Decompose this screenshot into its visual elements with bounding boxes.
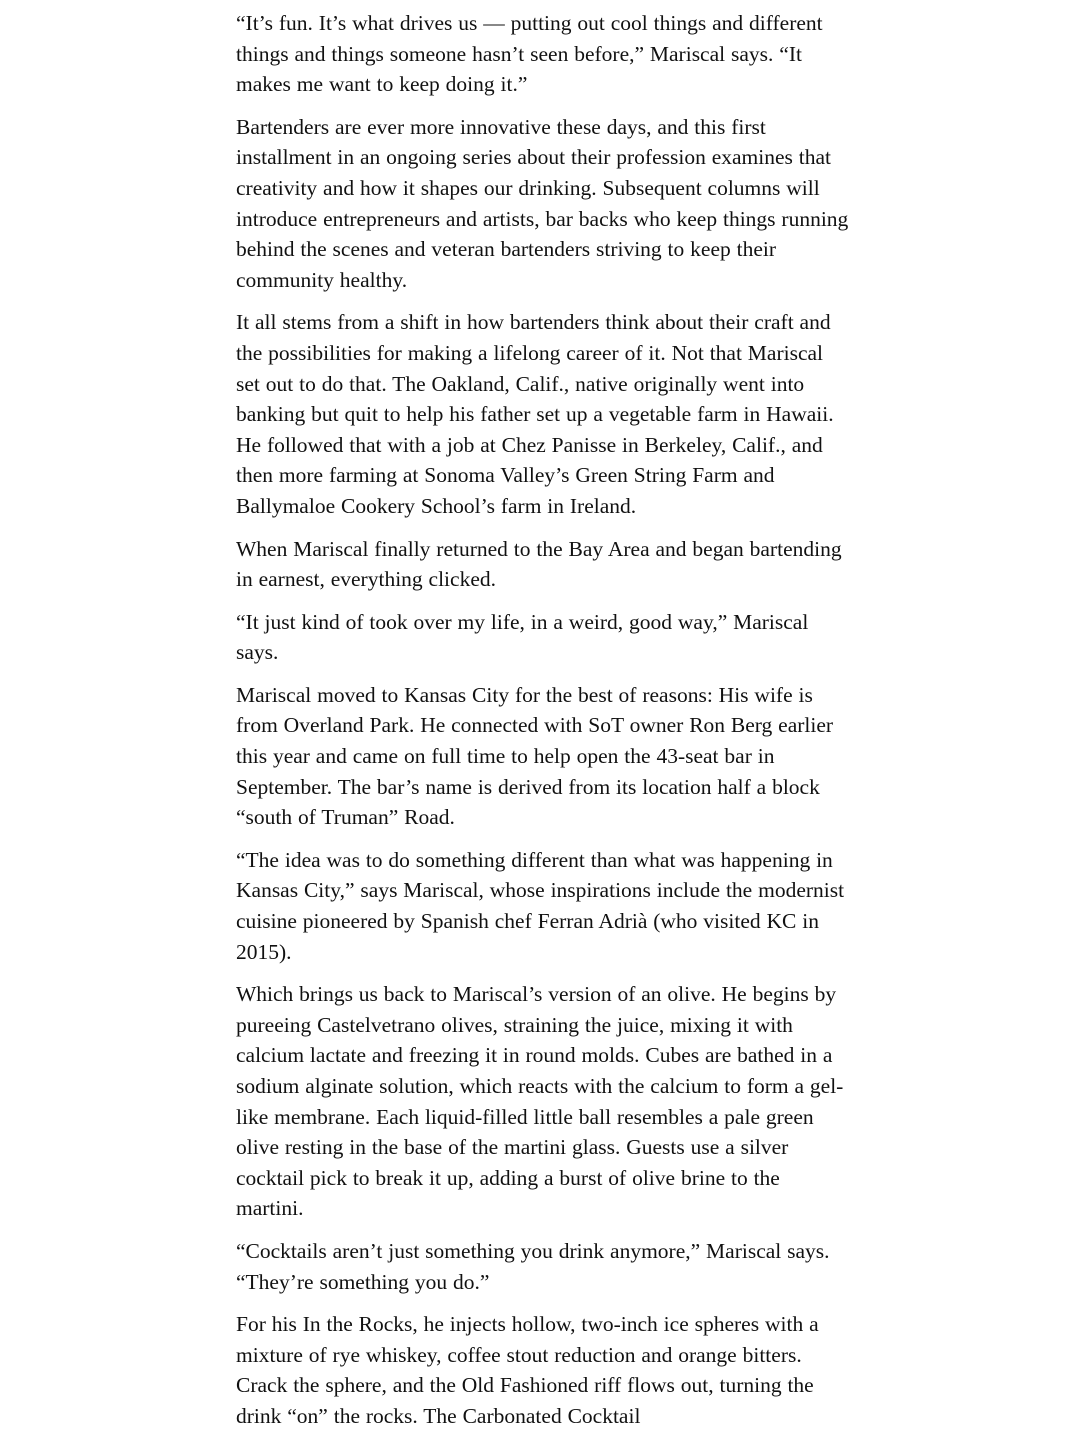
- paragraph: Mariscal moved to Kansas City for the best of reasons: His wife is from Overland Park. He connected with SoT owner Ron Berg earlier this year and came on full time to help open the 43-seat bar in September. The bar’s name is derived from its location half a block “south of Truman” Road.: [236, 682, 834, 830]
- paragraph: “Cocktails aren’t just something you drink anymore,” Mariscal says. “They’re something you do.”: [236, 1238, 830, 1294]
- paragraph: When Mariscal finally returned to the Bay Area and began bartending in earnest, everything clicked.: [236, 536, 842, 592]
- paragraph: “It’s fun. It’s what drives us — putting out cool things and different things and things someone hasn’t seen before,” Mariscal says. “It makes me want to keep doing it.”: [236, 11, 823, 97]
- paragraph: It all stems from a shift in how bartenders think about their craft and the possibilities for making a lifelong career of it. Not that Mariscal set out to do that. The Oakland, Calif., native originally went into banking but quit to help his father set up a vegetable farm in Hawaii. He followed that with a job at Chez Panisse in Berkeley, Calif., and then more farming at Sonoma Valley’s Green String Farm and Ballymaloe Cookery School’s farm in Ireland.: [236, 310, 834, 518]
- paragraph: “It just kind of took over my life, in a weird, good way,” Mariscal says.: [236, 609, 809, 665]
- article-body: [236, 8, 852, 1444]
- paragraph: For his In the Rocks, he injects hollow, two-inch ice spheres with a mixture of rye whiskey, coffee stout reduction and orange bitters. Crack the sphere, and the Old Fashioned riff flows out, turning the drink “on” the rocks. The Carbonated Cocktail: [236, 1312, 819, 1428]
- paragraph: Bartenders are ever more innovative these days, and this first installment in an ongoing series about their profession examines that creativity and how it shapes our drinking. Subsequent columns will introduce entrepreneurs and artists, bar backs who keep things running behind the scenes and veteran bartenders striving to keep their community healthy.: [236, 114, 849, 292]
- paragraph: Which brings us back to Mariscal’s version of an olive. He begins by pureeing Castelvetrano olives, straining the juice, mixing it with calcium lactate and freezing it in round molds. Cubes are bathed in a sodium alginate solution, which reacts with the calcium to form a gel-like membrane. Each liquid-filled little ball resembles a pale green olive resting in the base of the martini glass. Guests use a silver cocktail pick to break it up, adding a burst of olive brine to the martini.: [236, 982, 844, 1221]
- paragraph: “The idea was to do something different than what was happening in Kansas City,” says Mariscal, whose inspirations include the modernist cuisine pioneered by Spanish chef Ferran Adrià (who visited KC in 2015).: [236, 847, 845, 964]
